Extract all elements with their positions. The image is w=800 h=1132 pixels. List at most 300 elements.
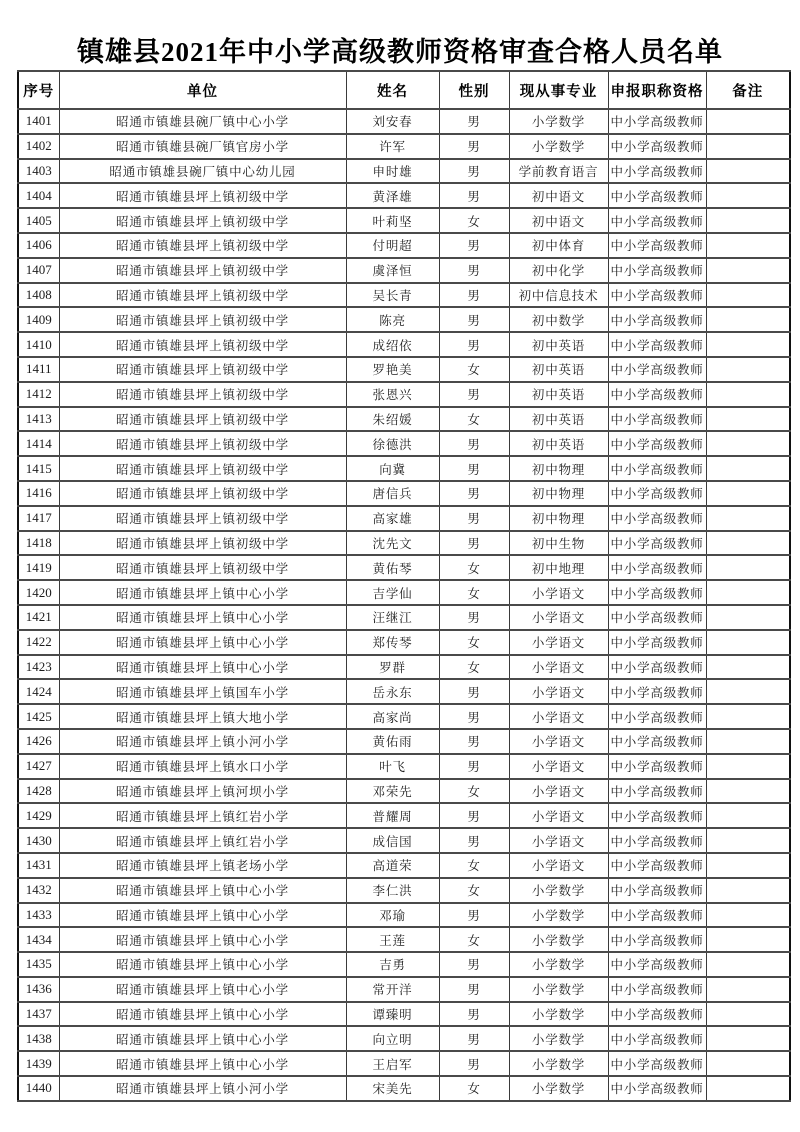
table-row — [18, 828, 790, 853]
cell-remark — [706, 357, 790, 382]
table-row — [18, 481, 790, 506]
cell-major: 小学语文 — [509, 853, 608, 878]
cell-gender: 男 — [439, 729, 509, 754]
table-row — [18, 878, 790, 903]
table-row — [18, 506, 790, 531]
cell-title_qualification: 中小学高级教师 — [608, 555, 706, 580]
cell-title_qualification: 中小学高级教师 — [608, 630, 706, 655]
cell-title_qualification: 中小学高级教师 — [608, 1076, 706, 1101]
table-row — [18, 1051, 790, 1076]
cell-major: 小学语文 — [509, 630, 608, 655]
cell-remark — [706, 605, 790, 630]
cell-gender: 男 — [439, 506, 509, 531]
cell-unit: 昭通市镇雄县坪上镇中心小学 — [59, 1002, 346, 1027]
cell-remark — [706, 531, 790, 556]
cell-unit: 昭通市镇雄县坪上镇国车小学 — [59, 679, 346, 704]
cell-name: 普耀周 — [346, 803, 439, 828]
cell-gender: 女 — [439, 853, 509, 878]
table-row — [18, 357, 790, 382]
cell-gender: 男 — [439, 1026, 509, 1051]
cell-name: 吉勇 — [346, 952, 439, 977]
cell-no: 1437 — [18, 1002, 59, 1027]
cell-gender: 女 — [439, 630, 509, 655]
cell-unit: 昭通市镇雄县坪上镇老场小学 — [59, 853, 346, 878]
col-header-remark: 备注 — [706, 71, 790, 109]
cell-no: 1428 — [18, 779, 59, 804]
cell-title_qualification: 中小学高级教师 — [608, 307, 706, 332]
cell-title_qualification: 中小学高级教师 — [608, 803, 706, 828]
cell-unit: 昭通市镇雄县坪上镇初级中学 — [59, 208, 346, 233]
cell-name: 吴长青 — [346, 283, 439, 308]
table-row — [18, 1002, 790, 1027]
cell-no: 1407 — [18, 258, 59, 283]
cell-gender: 女 — [439, 655, 509, 680]
cell-no: 1415 — [18, 456, 59, 481]
cell-title_qualification: 中小学高级教师 — [608, 357, 706, 382]
cell-name: 罗艳美 — [346, 357, 439, 382]
cell-major: 初中数学 — [509, 307, 608, 332]
cell-title_qualification: 中小学高级教师 — [608, 655, 706, 680]
cell-name: 吉学仙 — [346, 580, 439, 605]
cell-major: 小学语文 — [509, 803, 608, 828]
table-row — [18, 580, 790, 605]
cell-gender: 女 — [439, 555, 509, 580]
col-header-title-qualification: 申报职称资格 — [608, 71, 706, 109]
cell-unit: 昭通市镇雄县坪上镇中心小学 — [59, 927, 346, 952]
cell-remark — [706, 927, 790, 952]
cell-unit: 昭通市镇雄县坪上镇红岩小学 — [59, 803, 346, 828]
cell-title_qualification: 中小学高级教师 — [608, 208, 706, 233]
cell-unit: 昭通市镇雄县坪上镇初级中学 — [59, 431, 346, 456]
cell-title_qualification: 中小学高级教师 — [608, 828, 706, 853]
cell-name: 徐德洪 — [346, 431, 439, 456]
cell-unit: 昭通市镇雄县坪上镇初级中学 — [59, 307, 346, 332]
cell-gender: 男 — [439, 481, 509, 506]
cell-gender: 男 — [439, 1051, 509, 1076]
cell-name: 向立明 — [346, 1026, 439, 1051]
cell-name: 申时雄 — [346, 159, 439, 184]
cell-gender: 男 — [439, 258, 509, 283]
cell-remark — [706, 630, 790, 655]
cell-no: 1440 — [18, 1076, 59, 1101]
cell-no: 1417 — [18, 506, 59, 531]
cell-major: 初中物理 — [509, 506, 608, 531]
cell-no: 1412 — [18, 382, 59, 407]
cell-unit: 昭通市镇雄县坪上镇初级中学 — [59, 283, 346, 308]
cell-name: 叶莉坚 — [346, 208, 439, 233]
cell-remark — [706, 878, 790, 903]
table-row — [18, 159, 790, 184]
table-row — [18, 903, 790, 928]
cell-name: 唐信兵 — [346, 481, 439, 506]
cell-remark — [706, 456, 790, 481]
cell-title_qualification: 中小学高级教师 — [608, 580, 706, 605]
cell-title_qualification: 中小学高级教师 — [608, 1026, 706, 1051]
cell-remark — [706, 431, 790, 456]
cell-remark — [706, 580, 790, 605]
cell-gender: 男 — [439, 605, 509, 630]
cell-remark — [706, 952, 790, 977]
cell-name: 陈亮 — [346, 307, 439, 332]
cell-name: 朱绍媛 — [346, 407, 439, 432]
cell-title_qualification: 中小学高级教师 — [608, 109, 706, 134]
cell-title_qualification: 中小学高级教师 — [608, 903, 706, 928]
cell-remark — [706, 506, 790, 531]
cell-title_qualification: 中小学高级教师 — [608, 382, 706, 407]
cell-remark — [706, 977, 790, 1002]
cell-title_qualification: 中小学高级教师 — [608, 1051, 706, 1076]
cell-no: 1439 — [18, 1051, 59, 1076]
cell-remark — [706, 382, 790, 407]
cell-remark — [706, 903, 790, 928]
cell-title_qualification: 中小学高级教师 — [608, 431, 706, 456]
cell-title_qualification: 中小学高级教师 — [608, 283, 706, 308]
table-body — [18, 109, 790, 1101]
cell-major: 初中英语 — [509, 332, 608, 357]
table-row — [18, 754, 790, 779]
cell-gender: 男 — [439, 159, 509, 184]
cell-major: 小学数学 — [509, 952, 608, 977]
cell-major: 小学数学 — [509, 1076, 608, 1101]
cell-name: 虞泽恒 — [346, 258, 439, 283]
cell-unit: 昭通市镇雄县坪上镇初级中学 — [59, 506, 346, 531]
cell-no: 1429 — [18, 803, 59, 828]
cell-no: 1438 — [18, 1026, 59, 1051]
cell-major: 小学语文 — [509, 704, 608, 729]
cell-no: 1416 — [18, 481, 59, 506]
cell-remark — [706, 704, 790, 729]
cell-name: 张恩兴 — [346, 382, 439, 407]
cell-title_qualification: 中小学高级教师 — [608, 679, 706, 704]
cell-title_qualification: 中小学高级教师 — [608, 481, 706, 506]
cell-no: 1406 — [18, 233, 59, 258]
cell-no: 1401 — [18, 109, 59, 134]
cell-no: 1430 — [18, 828, 59, 853]
cell-name: 向冀 — [346, 456, 439, 481]
cell-unit: 昭通市镇雄县坪上镇中心小学 — [59, 655, 346, 680]
cell-unit: 昭通市镇雄县坪上镇初级中学 — [59, 407, 346, 432]
cell-remark — [706, 283, 790, 308]
col-header-serial-no: 序号 — [18, 71, 59, 109]
cell-title_qualification: 中小学高级教师 — [608, 456, 706, 481]
cell-unit: 昭通市镇雄县坪上镇初级中学 — [59, 456, 346, 481]
cell-unit: 昭通市镇雄县坪上镇中心小学 — [59, 605, 346, 630]
cell-major: 初中语文 — [509, 208, 608, 233]
cell-remark — [706, 1051, 790, 1076]
cell-remark — [706, 1002, 790, 1027]
cell-name: 黄泽雄 — [346, 183, 439, 208]
cell-remark — [706, 679, 790, 704]
cell-unit: 昭通市镇雄县坪上镇初级中学 — [59, 183, 346, 208]
cell-no: 1419 — [18, 555, 59, 580]
cell-gender: 男 — [439, 307, 509, 332]
cell-unit: 昭通市镇雄县碗厂镇中心幼儿园 — [59, 159, 346, 184]
cell-no: 1435 — [18, 952, 59, 977]
cell-gender: 男 — [439, 283, 509, 308]
cell-remark — [706, 803, 790, 828]
cell-no: 1411 — [18, 357, 59, 382]
table-row — [18, 704, 790, 729]
cell-major: 小学语文 — [509, 779, 608, 804]
cell-no: 1434 — [18, 927, 59, 952]
cell-major: 初中英语 — [509, 407, 608, 432]
table-row — [18, 233, 790, 258]
cell-unit: 昭通市镇雄县坪上镇初级中学 — [59, 332, 346, 357]
cell-name: 汪继江 — [346, 605, 439, 630]
table-row — [18, 679, 790, 704]
cell-title_qualification: 中小学高级教师 — [608, 332, 706, 357]
cell-no: 1425 — [18, 704, 59, 729]
table-row — [18, 258, 790, 283]
cell-unit: 昭通市镇雄县坪上镇中心小学 — [59, 580, 346, 605]
cell-major: 小学数学 — [509, 1051, 608, 1076]
cell-major: 小学语文 — [509, 605, 608, 630]
cell-unit: 昭通市镇雄县坪上镇初级中学 — [59, 531, 346, 556]
cell-name: 郑传琴 — [346, 630, 439, 655]
table-row — [18, 283, 790, 308]
cell-gender: 男 — [439, 1002, 509, 1027]
cell-gender: 男 — [439, 803, 509, 828]
table-row — [18, 307, 790, 332]
cell-unit: 昭通市镇雄县坪上镇中心小学 — [59, 903, 346, 928]
cell-unit: 昭通市镇雄县坪上镇红岩小学 — [59, 828, 346, 853]
cell-no: 1422 — [18, 630, 59, 655]
table-row — [18, 208, 790, 233]
table-row — [18, 952, 790, 977]
cell-no: 1409 — [18, 307, 59, 332]
cell-major: 小学数学 — [509, 1002, 608, 1027]
table-header-row — [18, 71, 790, 109]
cell-gender: 男 — [439, 109, 509, 134]
cell-name: 王启军 — [346, 1051, 439, 1076]
cell-name: 岳永东 — [346, 679, 439, 704]
cell-major: 小学数学 — [509, 134, 608, 159]
cell-gender: 男 — [439, 679, 509, 704]
cell-title_qualification: 中小学高级教师 — [608, 952, 706, 977]
qualified-personnel-table — [17, 70, 791, 1102]
cell-title_qualification: 中小学高级教师 — [608, 183, 706, 208]
cell-unit: 昭通市镇雄县坪上镇中心小学 — [59, 878, 346, 903]
cell-name: 许军 — [346, 134, 439, 159]
cell-remark — [706, 481, 790, 506]
cell-gender: 男 — [439, 431, 509, 456]
cell-title_qualification: 中小学高级教师 — [608, 977, 706, 1002]
cell-major: 小学数学 — [509, 109, 608, 134]
cell-remark — [706, 233, 790, 258]
cell-major: 小学数学 — [509, 1026, 608, 1051]
table-row — [18, 407, 790, 432]
table-row — [18, 853, 790, 878]
cell-name: 付明超 — [346, 233, 439, 258]
cell-unit: 昭通市镇雄县坪上镇中心小学 — [59, 977, 346, 1002]
cell-major: 初中语文 — [509, 183, 608, 208]
cell-name: 谭臻明 — [346, 1002, 439, 1027]
cell-title_qualification: 中小学高级教师 — [608, 704, 706, 729]
cell-title_qualification: 中小学高级教师 — [608, 233, 706, 258]
table-row — [18, 109, 790, 134]
cell-major: 初中生物 — [509, 531, 608, 556]
cell-gender: 男 — [439, 456, 509, 481]
cell-name: 高道荣 — [346, 853, 439, 878]
cell-major: 小学语文 — [509, 729, 608, 754]
table-row — [18, 630, 790, 655]
col-header-unit: 单位 — [59, 71, 346, 109]
cell-no: 1433 — [18, 903, 59, 928]
cell-major: 初中体育 — [509, 233, 608, 258]
cell-no: 1402 — [18, 134, 59, 159]
table-row — [18, 779, 790, 804]
cell-gender: 女 — [439, 878, 509, 903]
cell-gender: 女 — [439, 1076, 509, 1101]
cell-remark — [706, 779, 790, 804]
table-row — [18, 134, 790, 159]
cell-name: 黄佑雨 — [346, 729, 439, 754]
cell-remark — [706, 729, 790, 754]
cell-no: 1410 — [18, 332, 59, 357]
cell-major: 初中地理 — [509, 555, 608, 580]
cell-gender: 男 — [439, 332, 509, 357]
table-row — [18, 1026, 790, 1051]
cell-name: 黄佑琴 — [346, 555, 439, 580]
cell-remark — [706, 183, 790, 208]
cell-gender: 男 — [439, 704, 509, 729]
table-row — [18, 977, 790, 1002]
table-row — [18, 1076, 790, 1101]
cell-no: 1413 — [18, 407, 59, 432]
cell-gender: 男 — [439, 183, 509, 208]
cell-gender: 男 — [439, 233, 509, 258]
cell-name: 成信国 — [346, 828, 439, 853]
table-row — [18, 605, 790, 630]
cell-unit: 昭通市镇雄县碗厂镇中心小学 — [59, 109, 346, 134]
cell-gender: 女 — [439, 927, 509, 952]
cell-major: 小学语文 — [509, 754, 608, 779]
cell-title_qualification: 中小学高级教师 — [608, 531, 706, 556]
cell-unit: 昭通市镇雄县坪上镇中心小学 — [59, 1051, 346, 1076]
cell-title_qualification: 中小学高级教师 — [608, 605, 706, 630]
cell-remark — [706, 332, 790, 357]
cell-major: 小学数学 — [509, 977, 608, 1002]
cell-name: 叶飞 — [346, 754, 439, 779]
cell-remark — [706, 754, 790, 779]
cell-remark — [706, 655, 790, 680]
cell-unit: 昭通市镇雄县坪上镇河坝小学 — [59, 779, 346, 804]
cell-remark — [706, 828, 790, 853]
cell-remark — [706, 407, 790, 432]
cell-unit: 昭通市镇雄县坪上镇初级中学 — [59, 481, 346, 506]
cell-gender: 女 — [439, 407, 509, 432]
cell-unit: 昭通市镇雄县坪上镇初级中学 — [59, 357, 346, 382]
cell-major: 小学语文 — [509, 679, 608, 704]
cell-no: 1403 — [18, 159, 59, 184]
cell-major: 初中英语 — [509, 431, 608, 456]
cell-no: 1420 — [18, 580, 59, 605]
cell-unit: 昭通市镇雄县坪上镇中心小学 — [59, 1026, 346, 1051]
cell-remark — [706, 258, 790, 283]
cell-no: 1436 — [18, 977, 59, 1002]
cell-title_qualification: 中小学高级教师 — [608, 1002, 706, 1027]
cell-name: 李仁洪 — [346, 878, 439, 903]
table-row — [18, 431, 790, 456]
cell-name: 宋美先 — [346, 1076, 439, 1101]
cell-unit: 昭通市镇雄县碗厂镇官房小学 — [59, 134, 346, 159]
cell-remark — [706, 555, 790, 580]
cell-unit: 昭通市镇雄县坪上镇初级中学 — [59, 233, 346, 258]
table-row — [18, 531, 790, 556]
cell-title_qualification: 中小学高级教师 — [608, 506, 706, 531]
col-header-current-major: 现从事专业 — [509, 71, 608, 109]
table-row — [18, 183, 790, 208]
cell-name: 王莲 — [346, 927, 439, 952]
cell-gender: 男 — [439, 952, 509, 977]
cell-name: 高家雄 — [346, 506, 439, 531]
cell-name: 邓荣先 — [346, 779, 439, 804]
cell-no: 1404 — [18, 183, 59, 208]
cell-title_qualification: 中小学高级教师 — [608, 134, 706, 159]
cell-title_qualification: 中小学高级教师 — [608, 159, 706, 184]
table-row — [18, 655, 790, 680]
cell-title_qualification: 中小学高级教师 — [608, 927, 706, 952]
cell-no: 1414 — [18, 431, 59, 456]
cell-title_qualification: 中小学高级教师 — [608, 729, 706, 754]
cell-major: 初中物理 — [509, 481, 608, 506]
table-row — [18, 803, 790, 828]
cell-name: 高家尚 — [346, 704, 439, 729]
col-header-name: 姓名 — [346, 71, 439, 109]
cell-remark — [706, 307, 790, 332]
cell-major: 小学数学 — [509, 927, 608, 952]
table-row — [18, 555, 790, 580]
cell-major: 小学语文 — [509, 580, 608, 605]
cell-gender: 男 — [439, 903, 509, 928]
cell-title_qualification: 中小学高级教师 — [608, 878, 706, 903]
cell-gender: 男 — [439, 754, 509, 779]
cell-remark — [706, 208, 790, 233]
cell-title_qualification: 中小学高级教师 — [608, 407, 706, 432]
cell-unit: 昭通市镇雄县坪上镇小河小学 — [59, 729, 346, 754]
cell-remark — [706, 1076, 790, 1101]
cell-name: 成绍依 — [346, 332, 439, 357]
cell-no: 1408 — [18, 283, 59, 308]
cell-title_qualification: 中小学高级教师 — [608, 779, 706, 804]
cell-major: 初中英语 — [509, 382, 608, 407]
cell-gender: 女 — [439, 580, 509, 605]
cell-gender: 女 — [439, 208, 509, 233]
table-row — [18, 927, 790, 952]
cell-no: 1424 — [18, 679, 59, 704]
cell-title_qualification: 中小学高级教师 — [608, 853, 706, 878]
cell-gender: 男 — [439, 382, 509, 407]
cell-major: 初中英语 — [509, 357, 608, 382]
cell-unit: 昭通市镇雄县坪上镇中心小学 — [59, 952, 346, 977]
table-row — [18, 382, 790, 407]
cell-major: 小学语文 — [509, 655, 608, 680]
cell-name: 刘安春 — [346, 109, 439, 134]
cell-title_qualification: 中小学高级教师 — [608, 258, 706, 283]
cell-unit: 昭通市镇雄县坪上镇大地小学 — [59, 704, 346, 729]
cell-remark — [706, 159, 790, 184]
cell-major: 初中化学 — [509, 258, 608, 283]
cell-major: 小学数学 — [509, 903, 608, 928]
cell-no: 1423 — [18, 655, 59, 680]
col-header-gender: 性别 — [439, 71, 509, 109]
cell-major: 初中物理 — [509, 456, 608, 481]
cell-gender: 女 — [439, 357, 509, 382]
table-row — [18, 332, 790, 357]
page-title: 镇雄县2021年中小学高级教师资格审查合格人员名单 — [77, 37, 723, 67]
cell-unit: 昭通市镇雄县坪上镇小河小学 — [59, 1076, 346, 1101]
cell-no: 1418 — [18, 531, 59, 556]
